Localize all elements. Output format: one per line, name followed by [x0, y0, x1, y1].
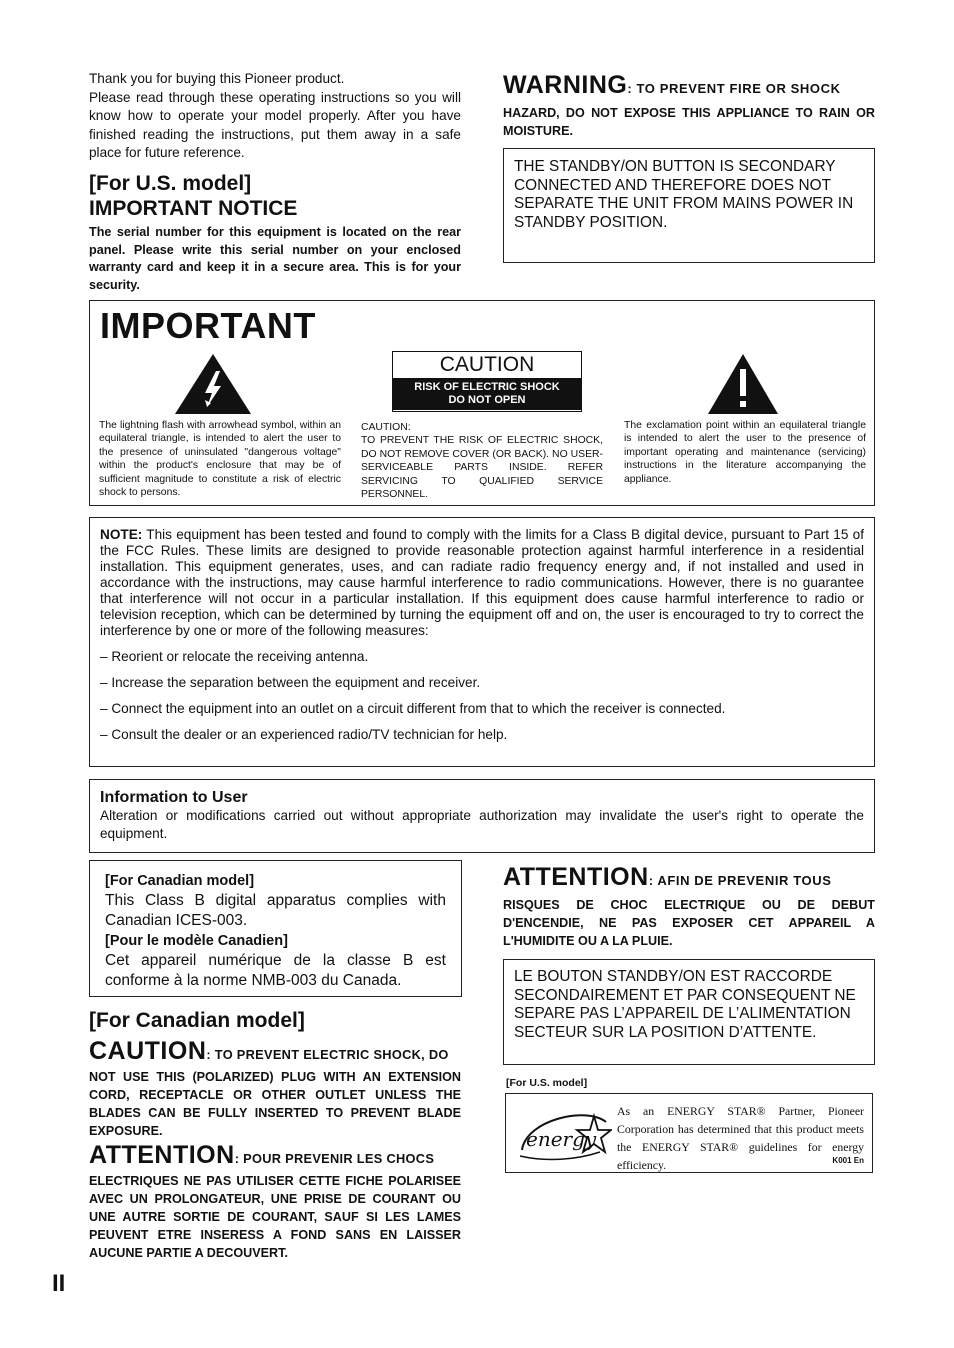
intro-line-2: Please read through these operating instructions so you will know how to operate your model properly. After you have finished reading the instructions, put them away in a safe place for future reference.	[89, 89, 461, 160]
warning-section	[503, 70, 875, 140]
canadian-heading-fr: [Pour le modèle Canadien]	[105, 933, 288, 949]
canadian-caution-lead: : TO PREVENT ELECTRIC SHOCK, DO	[206, 1047, 449, 1062]
energy-star-box	[505, 1093, 873, 1173]
canadian-attention-word: ATTENTION	[89, 1141, 235, 1169]
fcc-measure: – Increase the separation between the equipment and receiver.	[100, 675, 481, 690]
canadian-heading-en: [For Canadian model]	[105, 873, 255, 889]
us-notice-heading-1: [For U.S. model]	[89, 172, 252, 195]
lightning-triangle-icon	[174, 353, 252, 415]
warning-lead: : TO PREVENT FIRE OR SHOCK	[627, 81, 841, 96]
caution-sub-2: DO NOT OPEN	[448, 394, 526, 406]
standby-attention-text: LE BOUTON STANDBY/ON EST RACCORDE SECONDAIREMENT ET PAR CONSEQUENT NE SEPARE PAS L’APPAREIL DE L’ALIMENTATION SECTEUR SUR LA POSITION D’ATTENTE.	[514, 968, 856, 1041]
canadian-compliance-box	[89, 860, 462, 997]
canadian-caution-word: CAUTION	[89, 1037, 207, 1065]
attention-rest: RISQUES DE CHOC ELECTRIQUE OU DE DEBUT D'ENCENDIE, NE PAS EXPOSER CET APPAREIL A L'HUMIDITE OU A LA PLUIE.	[503, 898, 875, 948]
canadian-model-heading: [For Canadian model]	[89, 1009, 305, 1032]
canadian-attention-lead: : POUR PREVENIR LES CHOCS	[234, 1151, 435, 1166]
us-notice-heading-2: IMPORTANT NOTICE	[89, 197, 298, 220]
caution-heading: CAUTION:	[361, 422, 411, 433]
canadian-caution-rest: NOT USE THIS (POLARIZED) PLUG WITH AN EXTENSION CORD, RECEPTACLE OR OTHER OUTLET UNLESS THE BLADES CAN BE FULLY INSERTED TO PREVENT BLADE EXPOSURE.	[89, 1070, 461, 1138]
energy-star-code: K001 En	[832, 1156, 864, 1165]
intro-text	[89, 70, 461, 163]
caution-label: CAUTION	[439, 353, 535, 376]
caution-label-box	[392, 351, 582, 412]
intro-line-1: Thank you for buying this Pioneer product.	[89, 71, 345, 86]
info-user-box	[89, 779, 875, 853]
exclamation-description: The exclamation point within an equilateral triangle is intended to alert the user to the presence of important operating and maintenance (servicing) instructions in the literature accompanying the appliance.	[624, 420, 866, 485]
fcc-note-text	[100, 527, 864, 639]
lightning-description: The lightning flash with arrowhead symbol, within an equilateral triangle, is intended to alert the user to the presence of uninsulated "dangerous voltage" within the product's enclosure that may be of sufficient magnitude to constitute a risk of electric shock to persons.	[99, 420, 341, 499]
caution-description	[361, 421, 603, 501]
energy-star-text: As an ENERGY STAR® Partner, Pioneer Corporation has determined that this product meets the ENERGY STAR® guidelines for energy efficiency.	[617, 1104, 864, 1172]
exclamation-triangle-icon	[707, 353, 779, 415]
canadian-text-en: This Class B digital apparatus complies with Canadian ICES-003.	[105, 892, 446, 929]
fcc-note-body: This equipment has been tested and found to comply with the limits for a Class B digital device, pursuant to Part 15 of the FCC Rules. These limits are designed to provide reasonable protection against harmful interference in a residential installation. This equipment generates, uses, and can radiate radio frequency energy and, if not installed and used in accordance with the instructions, may cause harmful interference to radio communications. However, there is no guarantee that interference will not occur in a particular installation. If this equipment does cause harmful interference to radio or television reception, which can be determined by turning the equipment off and on, the user is encouraged to try to correct the interference by one or more of the following measures:	[100, 527, 864, 638]
energy-star-label: [For U.S. model]	[506, 1077, 588, 1089]
fcc-measure: – Reorient or relocate the receiving antenna.	[100, 649, 369, 664]
attention-word: ATTENTION	[503, 863, 649, 891]
caution-sub-1: RISK OF ELECTRIC SHOCK	[414, 381, 560, 393]
svg-text:energy: energy	[526, 1127, 597, 1151]
attention-section	[503, 862, 875, 950]
caution-text: TO PREVENT THE RISK OF ELECTRIC SHOCK, DO NOT REMOVE COVER (OR BACK). NO USER-SERVICEABLE PARTS INSIDE. REFER SERVICING TO QUALIFIED SERVICE PERSONNEL.	[361, 435, 603, 501]
info-user-heading: Information to User	[100, 789, 248, 806]
warning-word: WARNING	[503, 71, 628, 99]
canadian-model-section	[89, 1008, 461, 1262]
standby-warning-box	[503, 148, 875, 263]
fcc-measure: – Consult the dealer or an experienced radio/TV technician for help.	[100, 727, 508, 742]
warning-rest: HAZARD, DO NOT EXPOSE THIS APPLIANCE TO RAIN OR MOISTURE.	[503, 106, 875, 138]
attention-lead: : AFIN DE PREVENIR TOUS	[648, 873, 832, 888]
fcc-note-box	[89, 517, 875, 767]
fcc-measure: – Connect the equipment into an outlet on a circuit different from that to which the receiver is connected.	[100, 701, 726, 716]
canadian-text-fr: Cet appareil numérique de la classe B est conforme à la norme NMB-003 du Canada.	[105, 952, 446, 989]
info-user-body: Alteration or modifications carried out without appropriate authorization may invalidate the user's right to operate the equipment.	[100, 808, 864, 841]
page-number: II	[52, 1270, 66, 1297]
canadian-attention-rest: ELECTRIQUES NE PAS UTILISER CETTE FICHE POLARISEE AVEC UN PROLONGATEUR, UNE PRISE DE COURANT OU UNE AUTRE SORTIE DE COURANT, SAUF SI LES LAMES PEUVENT ETRE INSERESS A FOND SANS EN LAISSER AUCUNE PARTIE A DECOUVERT.	[89, 1174, 461, 1260]
important-title: IMPORTANT	[100, 305, 316, 346]
standby-attention-box	[503, 959, 875, 1065]
us-notice-body: The serial number for this equipment is located on the rear panel. Please write this serial number on your enclosed warranty card and keep it in a secure area. This is for your security.	[89, 225, 461, 292]
energy-star-logo-icon	[516, 1100, 612, 1166]
fcc-note-label: NOTE:	[100, 527, 143, 542]
standby-warning-text: THE STANDBY/ON BUTTON IS SECONDARY CONNECTED AND THEREFORE DOES NOT SEPARATE THE UNIT FROM MAINS POWER IN STANDBY POSITION.	[514, 158, 854, 231]
us-notice	[89, 171, 461, 294]
important-box	[89, 300, 875, 506]
